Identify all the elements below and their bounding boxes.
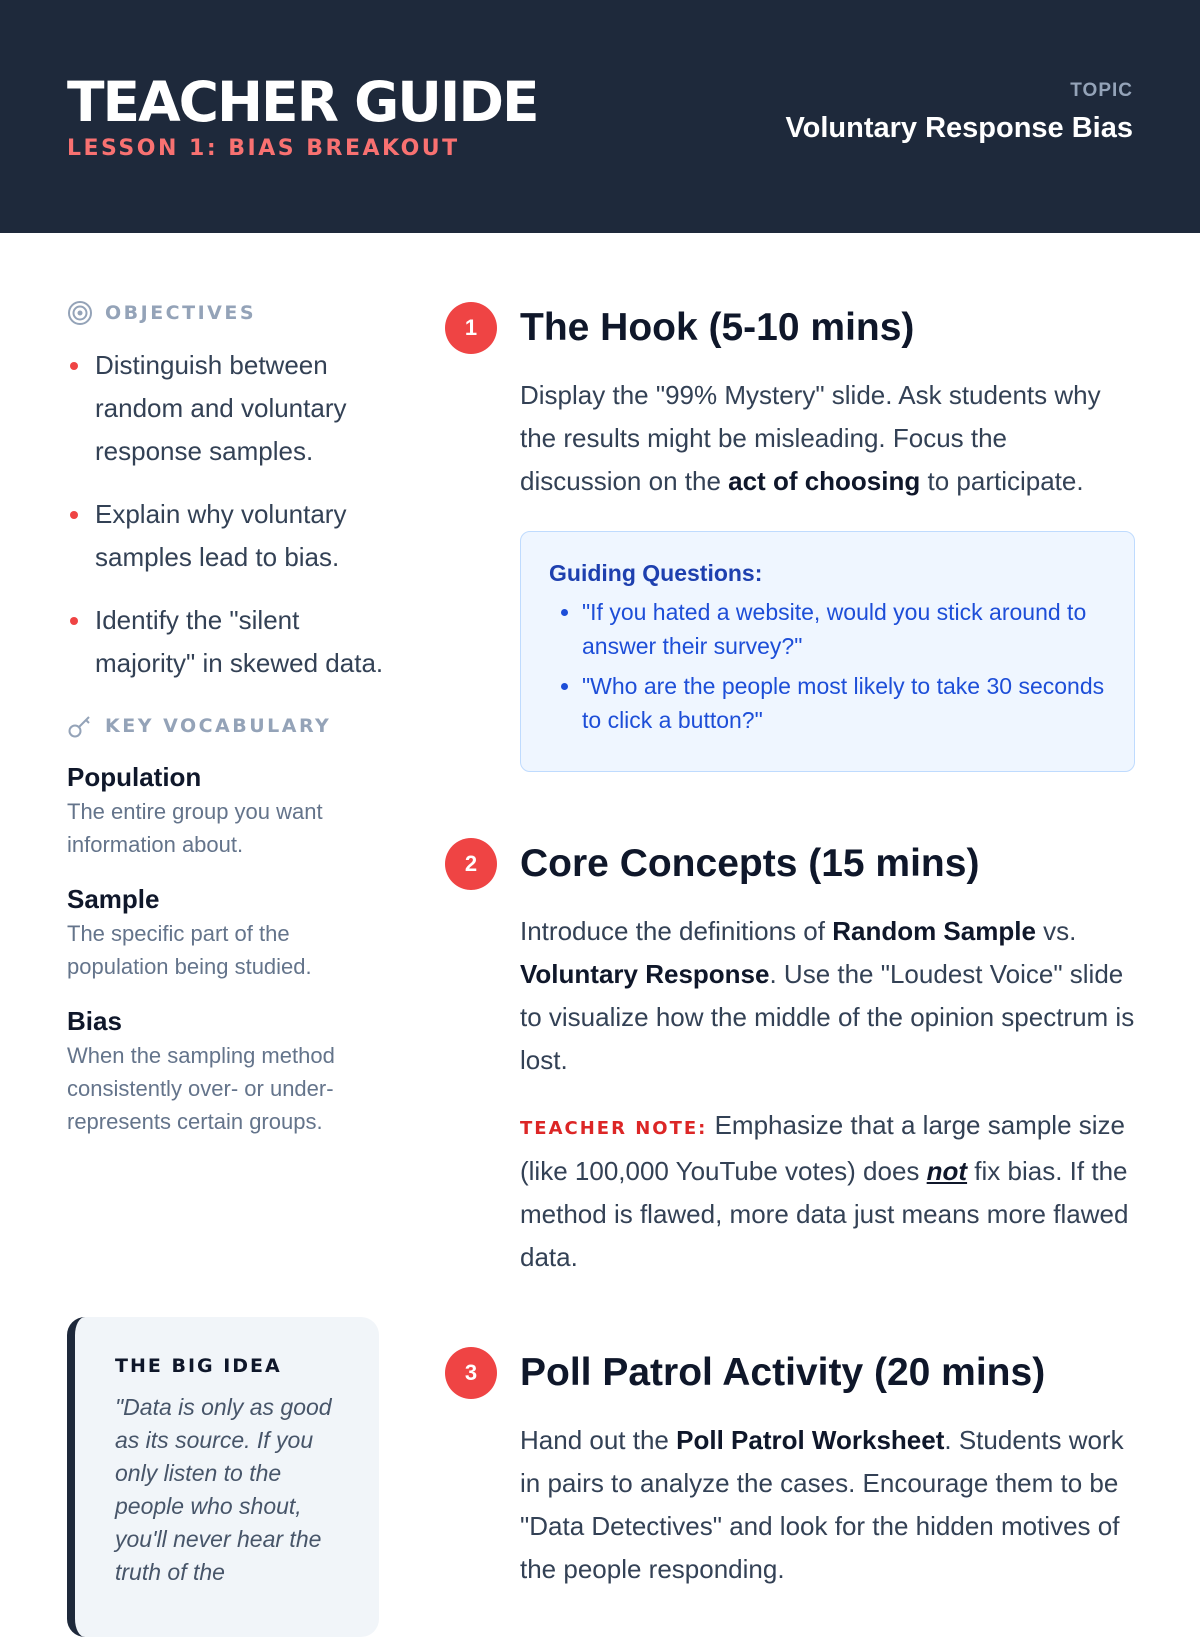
term-name: Population (67, 762, 202, 792)
body-text: fix bias. If the method is flawed, more data just means more flawed data. (520, 1156, 1129, 1272)
vocabulary-heading-label: KEY VOCABULARY (105, 715, 332, 737)
step-body (520, 1419, 1135, 1591)
body-emphasis: Random Sample (832, 916, 1036, 946)
key-icon (67, 713, 93, 739)
teacher-note (520, 1104, 1135, 1279)
step-number-badge: 2 (445, 838, 497, 890)
body-text: . Use the "Loudest Voice" slide to visualize how the middle of the opinion spectrum is lost. (520, 959, 1135, 1075)
term-definition: The entire group you want information about. (67, 799, 323, 857)
body-text: vs. (1035, 916, 1077, 946)
objectives-list (67, 344, 387, 685)
sidebar (67, 300, 387, 1138)
big-idea-label: THE BIG IDEA (115, 1355, 282, 1377)
lesson-steps (445, 300, 1135, 1591)
objectives-heading-label: OBJECTIVES (105, 302, 257, 324)
list-item: Identify the "silent majority" in skewed data. (67, 599, 387, 685)
vocab-term (67, 1003, 387, 1138)
guiding-questions-box (520, 531, 1135, 772)
body-text: . Students work in pairs to analyze the cases. Encourage them to be "Data Detectives" and look for the hidden motives of the people responding. (520, 1425, 1124, 1584)
objectives-heading (67, 300, 387, 326)
step-body (520, 374, 1135, 503)
topic-label: TOPIC (1070, 80, 1133, 101)
step-title: The Hook (5-10 mins) (520, 306, 915, 349)
body-text: Hand out the (520, 1425, 677, 1455)
term-name: Bias (67, 1006, 122, 1036)
body-emphasis: Voluntary Response (520, 959, 770, 989)
body-text: Display the "99% Mystery" slide. Ask students why the results might be misleading. Focus the discussion on the (520, 380, 1101, 496)
big-idea-callout (67, 1317, 379, 1637)
body-text: Introduce the definitions of (520, 916, 833, 946)
vocabulary-section (67, 713, 387, 1138)
step-title: Poll Patrol Activity (20 mins) (520, 1351, 1046, 1394)
target-icon (67, 300, 93, 326)
step-number-badge: 1 (445, 302, 497, 354)
guiding-questions-list (549, 595, 1108, 737)
step-poll-patrol (445, 1345, 1135, 1591)
body-text: Emphasize that a large sample size (like 100,000 YouTube votes) does (520, 1110, 1125, 1186)
body-text: to participate. (920, 466, 1084, 496)
list-item: • "Who are the people most likely to take 30 seconds to click a button?" (582, 669, 1108, 737)
body-emphasis: Poll Patrol Worksheet (676, 1425, 945, 1455)
step-number-badge: 3 (445, 1347, 497, 1399)
topic-value: Voluntary Response Bias (785, 112, 1133, 144)
lesson-subtitle: LESSON 1: BIAS BREAKOUT (67, 136, 460, 161)
list-item: Explain why voluntary samples lead to bias. (67, 493, 387, 579)
term-name: Sample (67, 884, 160, 914)
step-core-concepts (445, 836, 1135, 1279)
vocabulary-heading (67, 713, 387, 739)
step-hook (445, 300, 1135, 772)
list-item: Distinguish between random and voluntary response samples. (67, 344, 387, 473)
step-body (520, 910, 1135, 1082)
teacher-note-label: TEACHER NOTE: (520, 1118, 708, 1139)
page-header (0, 0, 1200, 233)
big-idea-quote: "Data is only as good as its source. If you only listen to the people who shout, you'll never hear the truth of the (115, 1394, 332, 1585)
body-emphasis: not (926, 1156, 968, 1186)
vocab-term (67, 759, 387, 861)
guide-title: TEACHER GUIDE (67, 70, 538, 134)
list-item: • "If you hated a website, would you stick around to answer their survey?" (582, 595, 1108, 663)
guiding-questions-title: Guiding Questions: (549, 560, 763, 586)
vocab-term (67, 881, 387, 983)
step-title: Core Concepts (15 mins) (520, 842, 980, 885)
term-definition: When the sampling method consistently over- or under-represents certain groups. (67, 1043, 335, 1134)
body-emphasis: act of choosing (728, 466, 921, 496)
term-definition: The specific part of the population being studied. (67, 921, 312, 979)
